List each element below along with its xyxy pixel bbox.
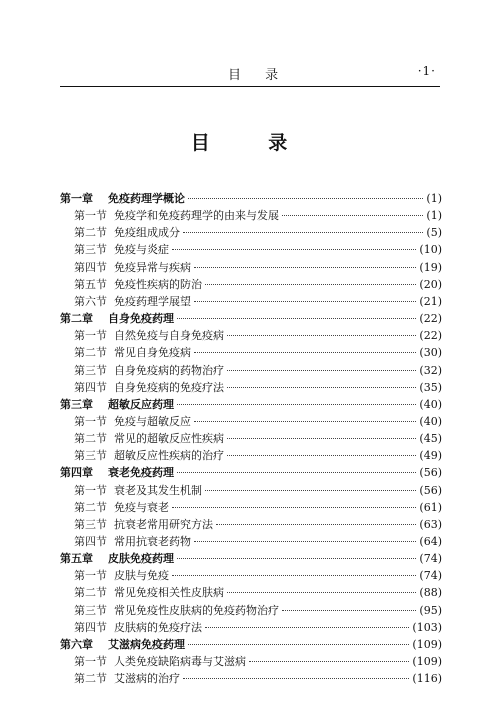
dot-leader bbox=[177, 472, 416, 473]
chapter-number: 第五章 bbox=[60, 552, 93, 566]
running-header-title: 目 录 bbox=[228, 68, 289, 83]
toc-section-entry bbox=[60, 567, 442, 583]
page-number: (40) bbox=[419, 397, 442, 411]
dot-leader bbox=[194, 267, 416, 268]
section-title: 常见的超敏反应性疾病 bbox=[114, 432, 224, 446]
section-title: 常见免疫相关性皮肤病 bbox=[114, 586, 224, 600]
section-number: 第六节 bbox=[74, 294, 107, 308]
toc-chapter-entry bbox=[60, 396, 442, 412]
page-number: (5) bbox=[426, 226, 442, 240]
page-number: (103) bbox=[412, 620, 442, 634]
toc-section-entry bbox=[60, 533, 442, 549]
section-title: 免疫组成成分 bbox=[114, 226, 180, 240]
page-number: (56) bbox=[419, 466, 442, 480]
page-number: (35) bbox=[419, 380, 442, 394]
toc-chapter-entry bbox=[60, 310, 442, 326]
dot-leader bbox=[183, 678, 409, 679]
toc-chapter-entry bbox=[60, 550, 442, 566]
toc-section-entry bbox=[60, 259, 442, 275]
section-number: 第一节 bbox=[74, 483, 107, 497]
section-title: 自身免疫病的药物治疗 bbox=[114, 363, 224, 377]
dot-leader bbox=[227, 387, 416, 388]
section-title: 免疫与超敏反应 bbox=[114, 414, 191, 428]
page-number: (74) bbox=[419, 569, 442, 583]
page-number: (30) bbox=[419, 346, 442, 360]
page-number: (88) bbox=[419, 586, 442, 600]
section-number: 第二节 bbox=[74, 226, 107, 240]
section-title: 皮肤病的免疫疗法 bbox=[114, 620, 202, 634]
dot-leader bbox=[172, 507, 416, 508]
chapter-number: 第三章 bbox=[60, 397, 93, 411]
section-number: 第一节 bbox=[74, 655, 107, 669]
toc-section-entry bbox=[60, 413, 442, 429]
section-number: 第四节 bbox=[74, 380, 107, 394]
page-number: (10) bbox=[419, 243, 442, 257]
section-title: 超敏反应性疾病的治疗 bbox=[114, 449, 224, 463]
toc-section-entry bbox=[60, 207, 442, 223]
dot-leader bbox=[183, 232, 423, 233]
dot-leader bbox=[172, 575, 416, 576]
page-number: (1) bbox=[426, 192, 442, 205]
section-title: 免疫药理学展望 bbox=[114, 294, 191, 308]
dot-leader bbox=[227, 370, 416, 371]
dot-leader bbox=[177, 558, 416, 559]
page-number: (63) bbox=[419, 517, 442, 531]
page-number: (45) bbox=[419, 432, 442, 446]
section-title: 免疫性疾病的防治 bbox=[114, 277, 202, 291]
dot-leader bbox=[177, 318, 416, 319]
chapter-number: 第四章 bbox=[60, 466, 93, 480]
page-number: (61) bbox=[419, 500, 442, 514]
dot-leader bbox=[194, 352, 416, 353]
page-number: (74) bbox=[419, 552, 442, 566]
toc-section-entry bbox=[60, 447, 442, 463]
toc-section-entry bbox=[60, 224, 442, 240]
dot-leader bbox=[227, 438, 416, 439]
toc-section-entry bbox=[60, 602, 442, 618]
toc-section-entry bbox=[60, 516, 442, 532]
page-number: (56) bbox=[419, 483, 442, 497]
section-number: 第一节 bbox=[74, 329, 107, 343]
section-number: 第三节 bbox=[74, 449, 107, 463]
section-number: 第一节 bbox=[74, 569, 107, 583]
dot-leader bbox=[205, 627, 409, 628]
running-header bbox=[60, 62, 440, 86]
section-title: 自身免疫病的免疫疗法 bbox=[114, 380, 224, 394]
section-title: 免疫学和免疫药理学的由来与发展 bbox=[114, 209, 279, 223]
toc-section-entry bbox=[60, 430, 442, 446]
page-number: (21) bbox=[419, 294, 442, 308]
page-number: (109) bbox=[412, 637, 442, 651]
page-number: (116) bbox=[412, 672, 442, 686]
dot-leader bbox=[227, 455, 416, 456]
chapter-title: 衰老免疫药理 bbox=[108, 466, 174, 480]
dot-leader bbox=[282, 215, 423, 216]
section-number: 第四节 bbox=[74, 535, 107, 548]
page-number: (40) bbox=[419, 414, 442, 428]
chapter-title: 自身免疫药理 bbox=[108, 312, 174, 326]
page-number: (1) bbox=[426, 209, 442, 223]
dot-leader bbox=[282, 610, 416, 611]
toc-section-entry bbox=[60, 241, 442, 257]
chapter-number: 第一章 bbox=[60, 192, 93, 205]
section-title: 人类免疫缺陷病毒与艾滋病 bbox=[114, 655, 246, 669]
section-number: 第一节 bbox=[74, 414, 107, 428]
page-number: (95) bbox=[419, 603, 442, 617]
dot-leader bbox=[177, 404, 416, 405]
dot-leader bbox=[194, 301, 416, 302]
section-number: 第四节 bbox=[74, 260, 107, 274]
running-header-page-number: ·1· bbox=[417, 64, 436, 78]
table-of-contents bbox=[60, 190, 442, 690]
section-number: 第一节 bbox=[74, 209, 107, 223]
page-number: (64) bbox=[419, 535, 442, 548]
toc-section-entry bbox=[60, 344, 442, 360]
section-title: 皮肤与免疫 bbox=[114, 569, 169, 583]
dot-leader bbox=[205, 490, 416, 491]
chapter-number: 第六章 bbox=[60, 637, 93, 651]
dot-leader bbox=[249, 661, 409, 662]
dot-leader bbox=[194, 421, 416, 422]
dot-leader bbox=[194, 541, 416, 542]
dot-leader bbox=[216, 524, 416, 525]
chapter-number: 第二章 bbox=[60, 312, 93, 326]
chapter-title: 免疫药理学概论 bbox=[108, 192, 185, 205]
section-number: 第二节 bbox=[74, 672, 107, 686]
toc-section-entry bbox=[60, 276, 442, 292]
dot-leader bbox=[205, 284, 416, 285]
dot-leader bbox=[227, 592, 416, 593]
toc-section-entry bbox=[60, 653, 442, 669]
page-number: (22) bbox=[419, 329, 442, 343]
section-number: 第三节 bbox=[74, 603, 107, 617]
toc-section-entry bbox=[60, 584, 442, 600]
header-rule bbox=[60, 86, 440, 87]
section-title: 免疫与衰老 bbox=[114, 500, 169, 514]
section-number: 第三节 bbox=[74, 517, 107, 531]
section-title: 艾滋病的治疗 bbox=[114, 672, 180, 686]
section-title: 常见免疫性皮肤病的免疫药物治疗 bbox=[114, 603, 279, 617]
page-number: (109) bbox=[412, 655, 442, 669]
section-number: 第五节 bbox=[74, 277, 107, 291]
toc-section-entry bbox=[60, 499, 442, 515]
page-number: (22) bbox=[419, 312, 442, 326]
dot-leader bbox=[188, 644, 409, 645]
section-title: 免疫与炎症 bbox=[114, 243, 169, 257]
section-number: 第二节 bbox=[74, 346, 107, 360]
page-number: (49) bbox=[419, 449, 442, 463]
chapter-title: 超敏反应药理 bbox=[108, 397, 174, 411]
section-title: 免疫异常与疾病 bbox=[114, 260, 191, 274]
section-title: 衰老及其发生机制 bbox=[114, 483, 202, 497]
page-number: (19) bbox=[419, 260, 442, 274]
toc-section-entry bbox=[60, 482, 442, 498]
section-number: 第二节 bbox=[74, 586, 107, 600]
toc-section-entry bbox=[60, 379, 442, 395]
chapter-title: 皮肤免疫药理 bbox=[108, 552, 174, 566]
dot-leader bbox=[188, 198, 423, 199]
dot-leader bbox=[172, 249, 416, 250]
section-title: 常用抗衰老药物 bbox=[114, 535, 191, 548]
toc-section-entry bbox=[60, 362, 442, 378]
toc-section-entry bbox=[60, 327, 442, 343]
page-number: (32) bbox=[419, 363, 442, 377]
section-number: 第二节 bbox=[74, 432, 107, 446]
toc-chapter-entry bbox=[60, 190, 442, 206]
toc-chapter-entry bbox=[60, 464, 442, 480]
section-number: 第三节 bbox=[74, 363, 107, 377]
toc-chapter-entry bbox=[60, 636, 442, 652]
section-title: 抗衰老常用研究方法 bbox=[114, 517, 213, 531]
toc-section-entry bbox=[60, 670, 442, 686]
page-number: (20) bbox=[419, 277, 442, 291]
section-number: 第二节 bbox=[74, 500, 107, 514]
toc-section-entry bbox=[60, 293, 442, 309]
toc-title: 目 录 bbox=[190, 132, 314, 154]
chapter-title: 艾滋病免疫药理 bbox=[108, 637, 185, 651]
section-number: 第三节 bbox=[74, 243, 107, 257]
section-title: 自然免疫与自身免疫病 bbox=[114, 329, 224, 343]
toc-section-entry bbox=[60, 619, 442, 635]
section-number: 第四节 bbox=[74, 620, 107, 634]
dot-leader bbox=[227, 335, 416, 336]
section-title: 常见自身免疫病 bbox=[114, 346, 191, 360]
